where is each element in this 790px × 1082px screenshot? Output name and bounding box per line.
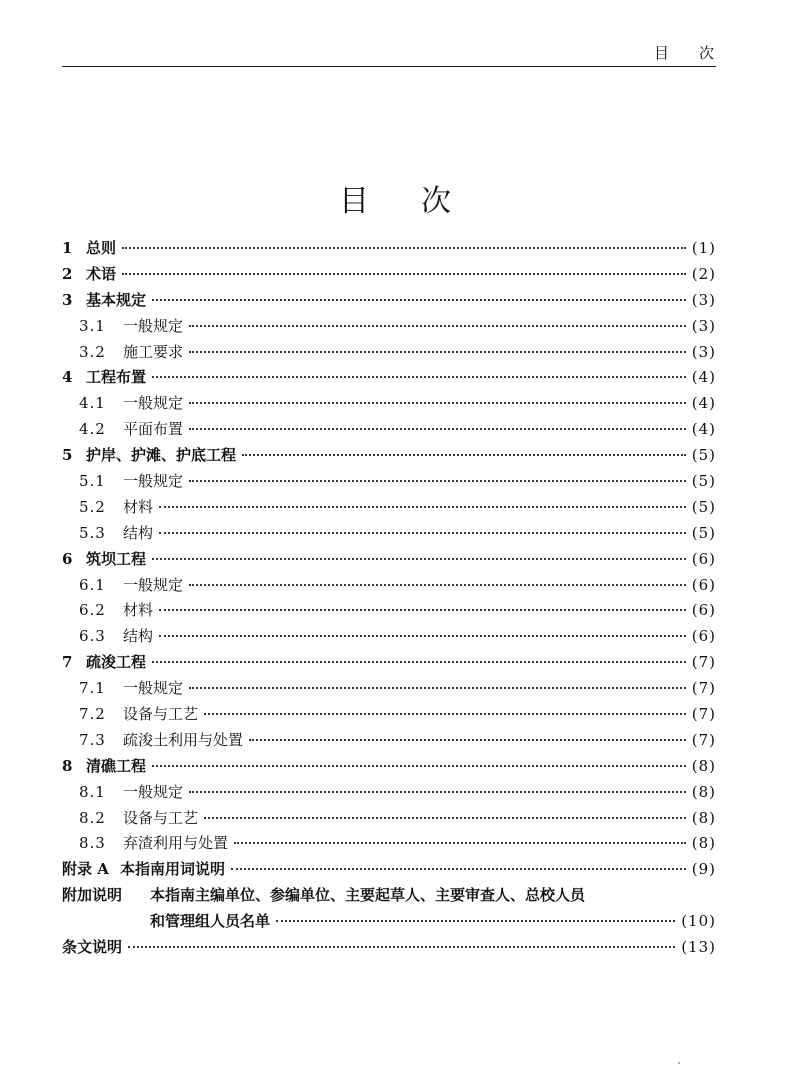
dot-leader (276, 920, 675, 922)
table-of-contents (62, 236, 716, 961)
toc-entry-page: (4) (691, 394, 716, 413)
toc-entry-title: 护岸、护滩、护底工程 (86, 446, 237, 465)
toc-entry-page: (5) (691, 472, 716, 491)
toc-entry[interactable] (62, 314, 716, 340)
dot-leader (152, 299, 686, 301)
toc-entry-number: 1 (62, 239, 73, 257)
dot-leader (159, 609, 686, 611)
toc-entry-number: 5 (62, 446, 73, 465)
toc-entry-appendix-a[interactable] (62, 857, 716, 883)
toc-entry-number: 7.2 (79, 705, 106, 724)
toc-entry-number: 7.1 (79, 679, 106, 698)
toc-entry-number: 6.2 (79, 601, 106, 620)
running-header (62, 40, 744, 67)
toc-entry-page: (8) (691, 808, 716, 827)
toc-entry[interactable] (62, 547, 716, 573)
dot-leader (204, 817, 686, 819)
toc-entry-title: 筑坝工程 (86, 549, 147, 568)
toc-entry-page: (1) (691, 239, 716, 257)
toc-entry[interactable] (62, 495, 716, 521)
toc-entry[interactable] (62, 728, 716, 754)
toc-entry-number: 4 (62, 368, 73, 387)
dot-leader (189, 351, 686, 353)
toc-entry[interactable] (62, 780, 716, 806)
toc-entry[interactable] (62, 831, 716, 857)
toc-entry-page: (5) (691, 446, 716, 465)
toc-entry-page: (10) (681, 912, 716, 931)
toc-entry-number: 8.2 (79, 808, 106, 827)
toc-entry[interactable] (62, 573, 716, 599)
toc-entry[interactable] (62, 624, 716, 650)
toc-entry-title: 一般规定 (123, 472, 184, 491)
toc-entry-page: (7) (691, 730, 716, 749)
toc-entry-number: 6 (62, 549, 73, 568)
toc-entry-page: (7) (691, 653, 716, 672)
toc-entry[interactable] (62, 443, 716, 469)
toc-entry-title: 一般规定 (123, 394, 184, 413)
toc-entry-page: (13) (681, 938, 716, 957)
toc-entry-title: 术语 (86, 264, 117, 283)
toc-entry-number: 8 (62, 756, 73, 775)
toc-entry-page: (8) (691, 782, 716, 801)
dot-leader (204, 713, 686, 715)
toc-entry-title: 本指南用词说明 (120, 860, 226, 879)
toc-entry-title-continued: 和管理组人员名单 (150, 912, 271, 931)
toc-entry-page: (5) (691, 523, 716, 542)
toc-entry[interactable] (62, 365, 716, 391)
toc-entry-title: 本指南主编单位、参编单位、主要起草人、主要审查人、总校人员 (150, 886, 586, 905)
toc-entry-title: 施工要求 (123, 342, 184, 361)
toc-entry[interactable] (62, 288, 716, 314)
toc-entry[interactable] (62, 262, 716, 288)
toc-entry-title: 一般规定 (123, 575, 184, 594)
toc-entry-clause-explanation[interactable] (62, 935, 716, 961)
toc-entry-title: 设备与工艺 (123, 808, 199, 827)
toc-entry[interactable] (62, 598, 716, 624)
toc-entry-page: (8) (691, 756, 716, 775)
toc-entry[interactable] (62, 340, 716, 366)
toc-entry[interactable] (62, 702, 716, 728)
toc-entry-page: (8) (691, 834, 716, 853)
toc-entry-page: (2) (691, 264, 716, 283)
toc-entry[interactable] (62, 469, 716, 495)
dot-leader (189, 428, 686, 430)
toc-entry[interactable] (62, 806, 716, 832)
scan-speck (678, 1062, 680, 1064)
toc-entry-number: 3.2 (79, 342, 106, 361)
dot-leader (159, 635, 686, 637)
toc-entry-number: 5.1 (79, 472, 106, 491)
toc-entry-page: (3) (691, 290, 716, 309)
dot-leader (152, 376, 686, 378)
toc-entry-title: 材料 (123, 497, 154, 516)
dot-leader (189, 480, 686, 482)
toc-entry-title: 设备与工艺 (123, 705, 199, 724)
dot-leader (189, 687, 686, 689)
toc-entry-title: 一般规定 (123, 782, 184, 801)
toc-entry[interactable] (62, 236, 716, 262)
toc-entry-number: 6.1 (79, 575, 106, 594)
dot-leader (189, 402, 686, 404)
toc-entry-title: 一般规定 (123, 316, 184, 335)
toc-entry-additional-notes-cont[interactable] (62, 909, 716, 935)
toc-entry-number: 附加说明 (62, 886, 123, 905)
toc-entry-page: (4) (691, 420, 716, 439)
toc-entry-page: (3) (691, 316, 716, 335)
toc-entry-number: 8.1 (79, 782, 106, 801)
dot-leader (189, 325, 686, 327)
dot-leader (159, 532, 686, 534)
dot-leader (152, 558, 686, 560)
dot-leader (159, 506, 686, 508)
toc-entry-page: (6) (691, 627, 716, 646)
dot-leader (189, 584, 686, 586)
toc-entry-title: 疏浚工程 (86, 653, 147, 672)
running-header-title: 目次 (653, 44, 744, 62)
toc-entry[interactable] (62, 650, 716, 676)
toc-entry-number: 4.1 (79, 394, 106, 413)
toc-entry-title: 材料 (123, 601, 154, 620)
toc-entry-title: 清礁工程 (86, 756, 147, 775)
dot-leader (122, 247, 686, 249)
toc-entry-title: 结构 (123, 627, 154, 646)
toc-entry-number: 5.3 (79, 523, 106, 542)
toc-entry-number: 4.2 (79, 420, 106, 439)
toc-entry[interactable] (62, 676, 716, 702)
toc-entry-page: (5) (691, 497, 716, 516)
toc-entry-page: (6) (691, 549, 716, 568)
toc-entry-number: 5.2 (79, 497, 106, 516)
toc-entry-page: (6) (691, 575, 716, 594)
toc-entry-title: 工程布置 (86, 368, 147, 387)
toc-entry-page: (3) (691, 342, 716, 361)
toc-entry-number: 3.1 (79, 316, 106, 335)
toc-entry-title: 疏浚土利用与处置 (123, 730, 244, 749)
toc-entry-number: 7.3 (79, 730, 106, 749)
toc-entry-title: 总则 (86, 239, 117, 257)
dot-leader (122, 273, 686, 275)
toc-entry-title: 平面布置 (123, 420, 184, 439)
dot-leader (128, 946, 675, 948)
toc-entry-page: (6) (691, 601, 716, 620)
toc-entry-page: (7) (691, 705, 716, 724)
toc-entry-number: 附录 A (62, 860, 109, 879)
dot-leader (152, 661, 686, 663)
toc-entry-page: (4) (691, 368, 716, 387)
toc-entry-title: 结构 (123, 523, 154, 542)
toc-entry-number: 3 (62, 290, 73, 309)
dot-leader (234, 842, 686, 844)
toc-entry-page: (7) (691, 679, 716, 698)
toc-entry-title: 基本规定 (86, 290, 147, 309)
toc-entry[interactable] (62, 754, 716, 780)
dot-leader (189, 791, 686, 793)
dot-leader (242, 454, 686, 456)
dot-leader (249, 739, 686, 741)
dot-leader (152, 765, 686, 767)
toc-entry-number: 8.3 (79, 834, 106, 853)
toc-entry-title: 一般规定 (123, 679, 184, 698)
toc-entry[interactable] (62, 391, 716, 417)
toc-entry[interactable] (62, 521, 716, 547)
toc-entry-number: 7 (62, 653, 73, 672)
toc-entry-number: 6.3 (79, 627, 106, 646)
dot-leader (231, 868, 686, 870)
toc-entry-additional-notes[interactable] (62, 883, 716, 909)
toc-entry[interactable] (62, 417, 716, 443)
toc-entry-title: 弃渣利用与处置 (123, 834, 229, 853)
toc-entries (62, 236, 716, 857)
page-title: 目次 (339, 184, 503, 219)
toc-entry-title: 条文说明 (62, 938, 123, 957)
toc-entry-number: 2 (62, 264, 73, 283)
toc-entry-page: (9) (691, 860, 716, 879)
